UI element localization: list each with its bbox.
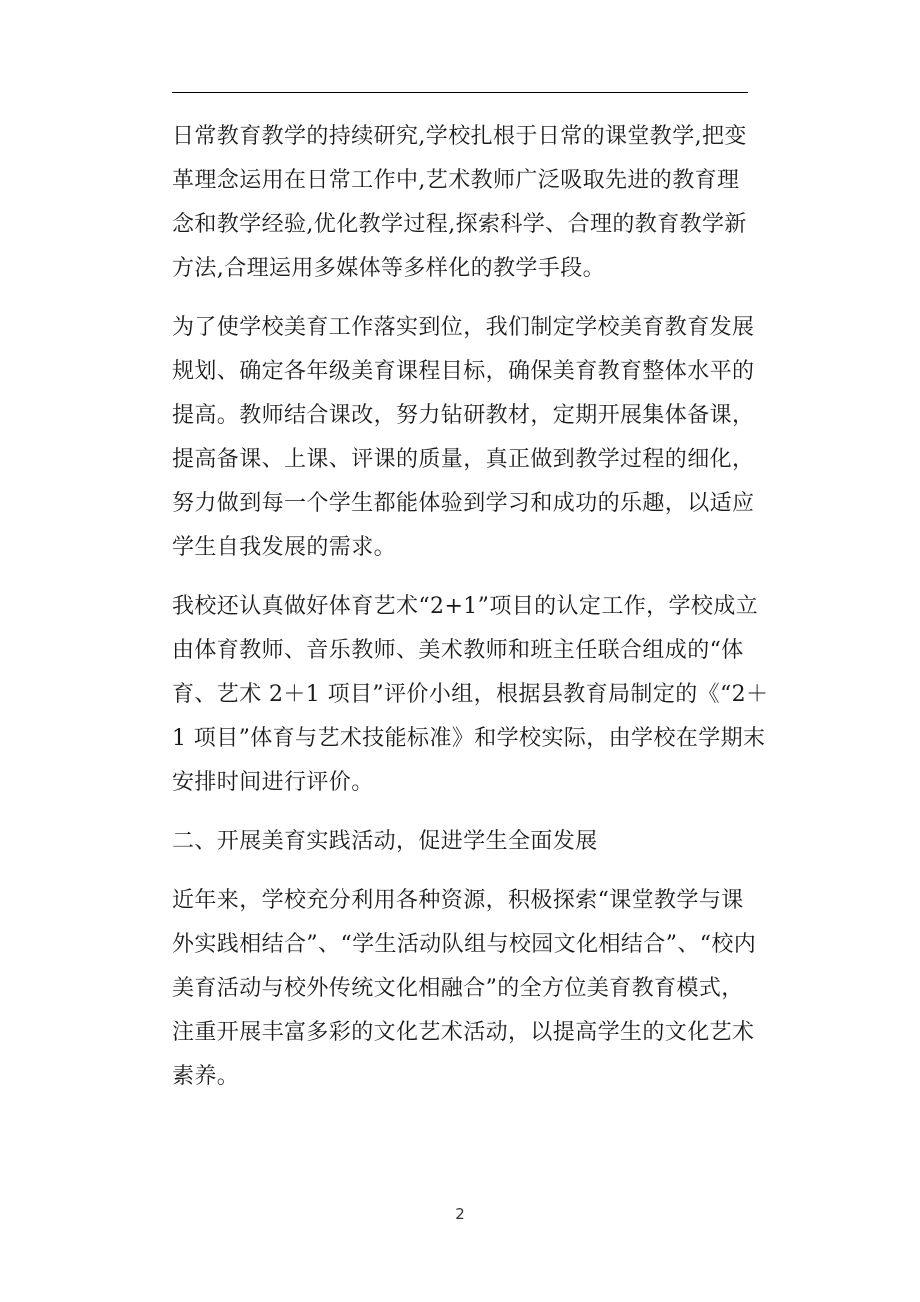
text-line: 注重开展丰富多彩的文化艺术活动，以提高学生的文化艺术 bbox=[172, 1020, 755, 1045]
text-line: 念和教学经验,优化教学过程,探索科学、合理的教育教学新 bbox=[172, 212, 747, 237]
paragraph bbox=[172, 879, 757, 1099]
text-line: 方法,合理运用多媒体等多样化的教学手段。 bbox=[172, 256, 605, 281]
paragraph-gap bbox=[172, 570, 752, 585]
text-line: 由体育教师、音乐教师、美术教师和班主任联合组成的“体 bbox=[172, 638, 744, 663]
text-line: 安排时间进行评价。 bbox=[172, 770, 374, 795]
paragraph bbox=[172, 115, 752, 291]
page-number: 2 bbox=[455, 1205, 465, 1223]
paragraph bbox=[172, 306, 755, 570]
paragraph bbox=[172, 585, 769, 805]
text-line: 提高。教师结合课改，努力钻研教材，定期开展集体备课， bbox=[172, 403, 755, 428]
text-line: 规划、确定各年级美育课程目标，确保美育教育整体水平的 bbox=[172, 359, 755, 384]
text-line: 日常教育教学的持续研究,学校扎根于日常的课堂教学,把变 bbox=[172, 124, 747, 149]
text-line: 提高备课、上课、评课的质量，真正做到教学过程的细化， bbox=[172, 447, 755, 472]
text-line: 1 项目”体育与艺术技能标准》和学校实际，由学校在学期末 bbox=[172, 726, 766, 751]
text-line: 素养。 bbox=[172, 1064, 240, 1089]
paragraph-gap bbox=[172, 805, 752, 820]
text-line: 育、艺术 2＋1 项目”评价小组，根据县教育局制定的《“2＋ bbox=[172, 682, 769, 707]
text-line: 外实践相结合”、“学生活动队组与校园文化相结合”、“校内 bbox=[172, 932, 757, 957]
text-line: 近年来，学校充分利用各种资源，积极探索“课堂教学与课 bbox=[172, 888, 744, 913]
text-line: 为了使学校美育工作落实到位，我们制定学校美育教育发展 bbox=[172, 315, 755, 340]
heading-line: 二、开展美育实践活动，促进学生全面发展 bbox=[172, 829, 598, 854]
paragraph-gap bbox=[172, 291, 752, 306]
text-line: 努力做到每一个学生都能体验到学习和成功的乐趣，以适应 bbox=[172, 491, 755, 516]
text-line: 我校还认真做好体育艺术“2+1”项目的认定工作，学校成立 bbox=[172, 594, 759, 619]
text-line: 学生自我发展的需求。 bbox=[172, 535, 397, 560]
header-rule bbox=[172, 92, 748, 93]
text-line: 革理念运用在日常工作中,艺术教师广泛吸取先进的教育理 bbox=[172, 168, 740, 193]
section-heading bbox=[172, 820, 752, 864]
text-line: 美育活动与校外传统文化相融合”的全方位美育教育模式， bbox=[172, 976, 744, 1001]
document-body bbox=[172, 115, 769, 1099]
paragraph-gap bbox=[172, 864, 752, 879]
